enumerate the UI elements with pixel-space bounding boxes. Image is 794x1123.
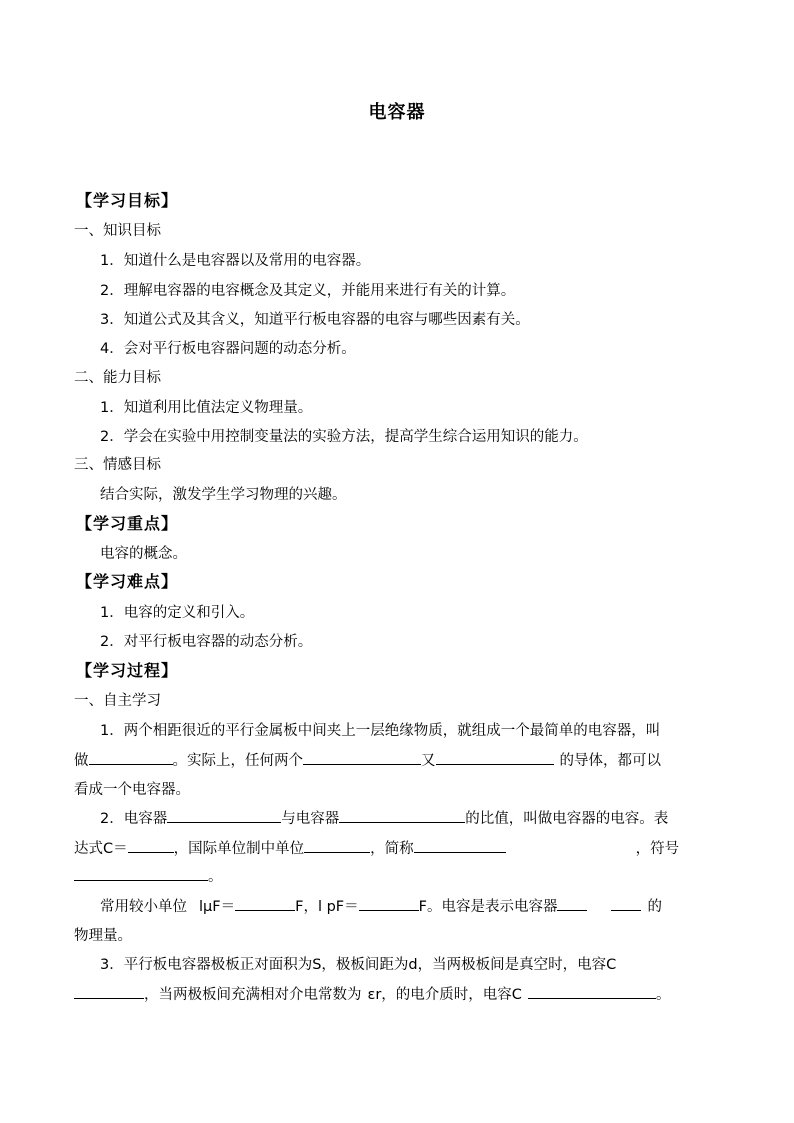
knowledge-goal-1: 1．知道什么是电容器以及常用的电容器。 [100,253,371,269]
q2-line-4: 常用较小单位 lμF＝ F，l pF＝ F。电容是表示电容器 的 [100,896,662,917]
key-point-1: 电容的概念。 [100,546,187,562]
page-title: 电容器 [368,102,426,123]
q3-line-1: 3．平行板电容器极板正对面积为S，极板间距为d，当两极板间是真空时，电容C [100,957,617,973]
answer-blank[interactable] [303,750,421,765]
knowledge-goal-3: 3．知道公式及其含义，知道平行板电容器的电容与哪些因素有关。 [100,312,530,328]
key-points-heading: 【学习重点】 [76,514,179,533]
answer-blank[interactable] [436,750,554,765]
q1-line-2: 做 。实际上，任何两个 又 的导体，都可以 [74,750,661,771]
ability-goal-2: 2．学会在实验中用控制变量法的实验方法，提高学生综合运用知识的能力。 [100,429,588,445]
emotion-goal-1: 结合实际，激发学生学习物理的兴趣。 [100,487,347,503]
answer-blank[interactable] [235,896,295,911]
knowledge-goals-label: 一、知识目标 [74,223,161,239]
answer-blank[interactable] [339,808,465,823]
answer-blank[interactable] [74,866,208,881]
difficulty-2: 2．对平行板电容器的动态分析。 [100,634,313,650]
knowledge-goal-4: 4．会对平行板电容器问题的动态分析。 [100,341,356,357]
answer-blank[interactable] [89,750,173,765]
answer-blank[interactable] [304,838,370,853]
answer-blank[interactable] [528,984,656,999]
ability-goal-1: 1．知道利用比值法定义物理量。 [100,400,313,416]
difficulties-heading: 【学习难点】 [76,572,179,591]
self-study-label: 一、自主学习 [74,693,161,709]
answer-blank[interactable] [167,808,281,823]
answer-blank[interactable] [557,896,587,911]
ability-goals-label: 二、能力目标 [74,370,161,386]
answer-blank[interactable] [128,838,174,853]
q2-line-2: 达式C＝ ，国际单位制中单位 ，简称 ，符号 [74,838,679,859]
answer-blank[interactable] [611,896,641,911]
knowledge-goal-2: 2．理解电容器的电容概念及其定义，并能用来进行有关的计算。 [100,283,516,299]
answer-blank[interactable] [414,838,506,853]
answer-blank[interactable] [359,896,419,911]
emotion-goals-label: 三、情感目标 [74,457,161,473]
q2-line-5: 物理量。 [74,928,132,944]
q2-line-1: 2．电容器 与电容器 的比值，叫做电容器的电容。表 [100,808,668,829]
q2-line-3: 。 [74,866,223,887]
answer-blank[interactable] [74,984,144,999]
objectives-heading: 【学习目标】 [76,191,179,210]
q3-line-2: ，当两极板间充满相对介电常数为 εr，的电介质时，电容C 。 [74,984,670,1005]
q1-line-3: 看成一个电容器。 [74,782,190,798]
process-heading: 【学习过程】 [76,661,179,680]
difficulty-1: 1．电容的定义和引入。 [100,605,255,621]
q1-line-1: 1．两个相距很近的平行金属板中间夹上一层绝缘物质，就组成一个最简单的电容器，叫 [100,723,661,739]
